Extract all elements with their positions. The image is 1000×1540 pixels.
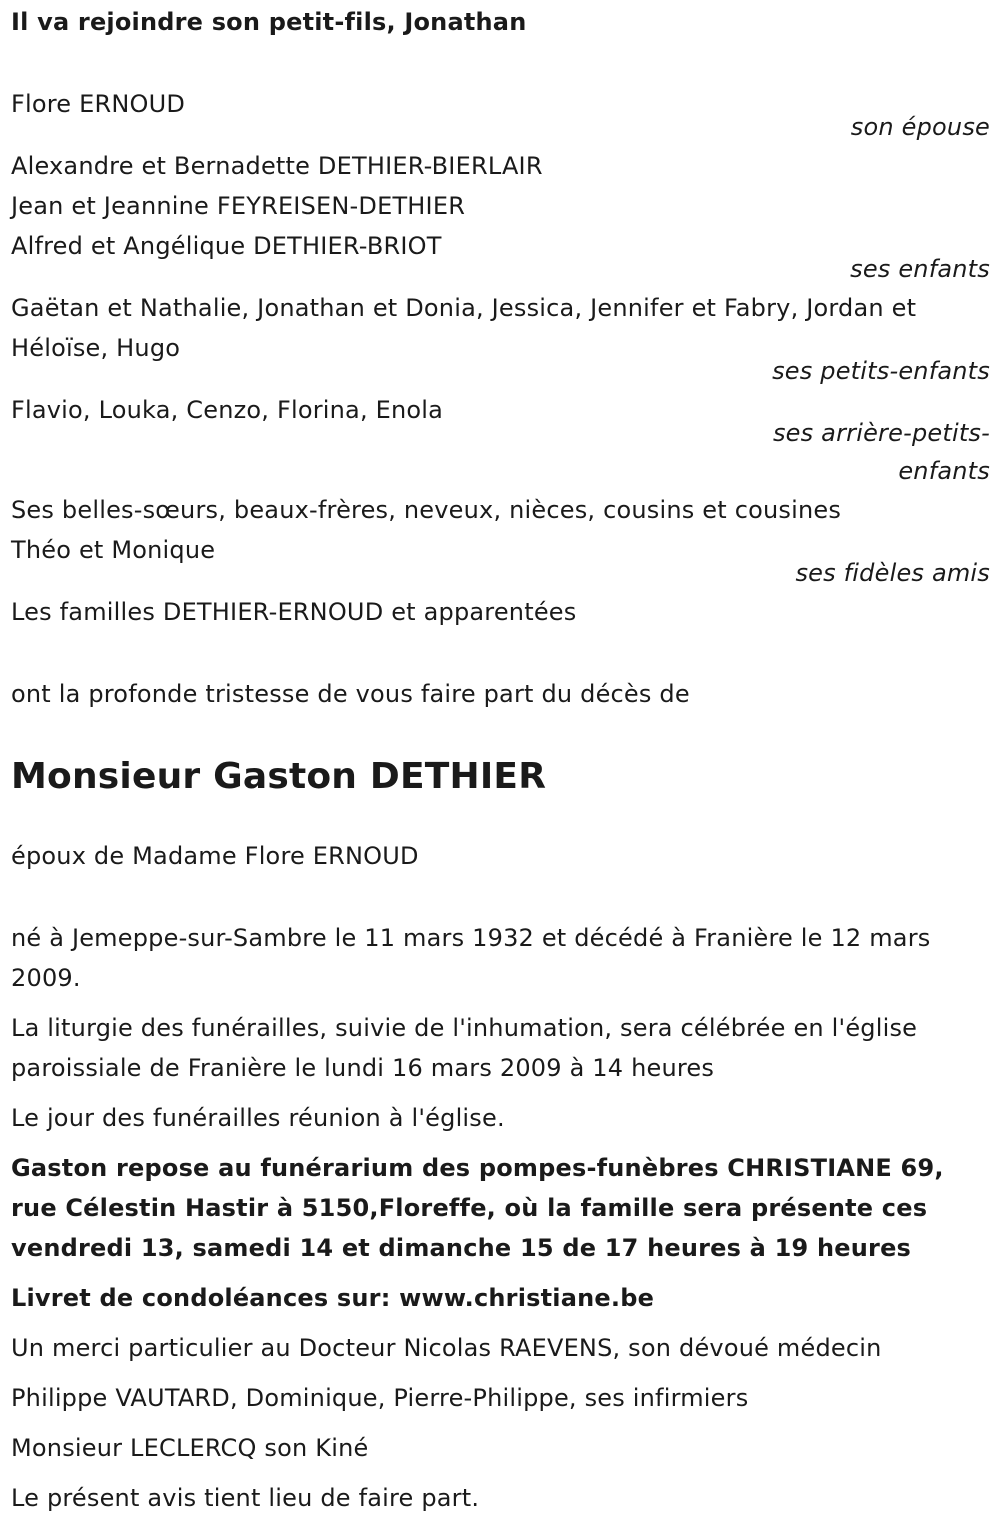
families-line: Les familles DETHIER-ERNOUD et apparentées (11, 598, 577, 626)
grandchildren-block (11, 288, 990, 390)
announcement: ont la profonde tristesse de vous faire part du décès de (11, 680, 690, 708)
spouse-of: époux de Madame Flore ERNOUD (11, 842, 419, 870)
birth-death: né à Jemeppe-sur-Sambre le 11 mars 1932 et décédé à Franière le 12 mars 2009. (11, 924, 931, 992)
headline: Il va rejoindre son petit-fils, Jonathan (11, 8, 527, 36)
child-couple-3: Alfred et Angélique DETHIER-BRIOT (11, 232, 442, 260)
condolences: Livret de condoléances sur: www.christiane.be (11, 1284, 655, 1312)
grandchildren-role: ses petits-enfants (772, 357, 990, 385)
closing: Le présent avis tient lieu de faire part. (11, 1484, 480, 1512)
great-grandchildren-block (11, 390, 990, 490)
great-grandchildren-role-line-2: enfants (898, 457, 990, 485)
children-block (11, 146, 990, 288)
great-grandchildren-role-line-1: ses arrière-petits- (772, 419, 990, 447)
thanks-doctor: Un merci particulier au Docteur Nicolas RAEVENS, son dévoué médecin (11, 1334, 882, 1362)
spouse-name: Flore ERNOUD (11, 90, 186, 118)
friends-block (11, 490, 990, 592)
extended-family: Ses belles-sœurs, beaux-frères, neveux, nièces, cousins et cousines (11, 496, 842, 524)
meeting: Le jour des funérailles réunion à l'église. (11, 1104, 505, 1132)
thanks-physio: Monsieur LECLERCQ son Kiné (11, 1434, 369, 1462)
child-couple-1: Alexandre et Bernadette DETHIER-BIERLAIR (11, 152, 543, 180)
thanks-nurses: Philippe VAUTARD, Dominique, Pierre-Philippe, ses infirmiers (11, 1384, 749, 1412)
great-grandchildren-names: Flavio, Louka, Cenzo, Florina, Enola (11, 396, 444, 424)
friends-names: Théo et Monique (11, 536, 216, 564)
child-couple-2: Jean et Jeannine FEYREISEN-DETHIER (11, 192, 466, 220)
funerarium: Gaston repose au funérarium des pompes-funèbres CHRISTIANE 69, rue Célestin Hastir à 5150,Floreffe, où la famille sera présente ces vendredi 13, samedi 14 et dimanche 15 de 17 heures à 19 heures (11, 1154, 944, 1262)
deceased-name: Monsieur Gaston DETHIER (11, 756, 547, 797)
grandchildren-names: Gaëtan et Nathalie, Jonathan et Donia, Jessica, Jennifer et Fabry, Jordan et Héloïse, Hugo (11, 294, 917, 362)
children-role: ses enfants (850, 255, 990, 283)
liturgy: La liturgie des funérailles, suivie de l'inhumation, sera célébrée en l'église paroissiale de Franière le lundi 16 mars 2009 à 14 heures (11, 1014, 918, 1082)
spouse-role: son épouse (850, 113, 990, 141)
spouse-block (11, 84, 990, 146)
friends-role: ses fidèles amis (795, 559, 990, 587)
